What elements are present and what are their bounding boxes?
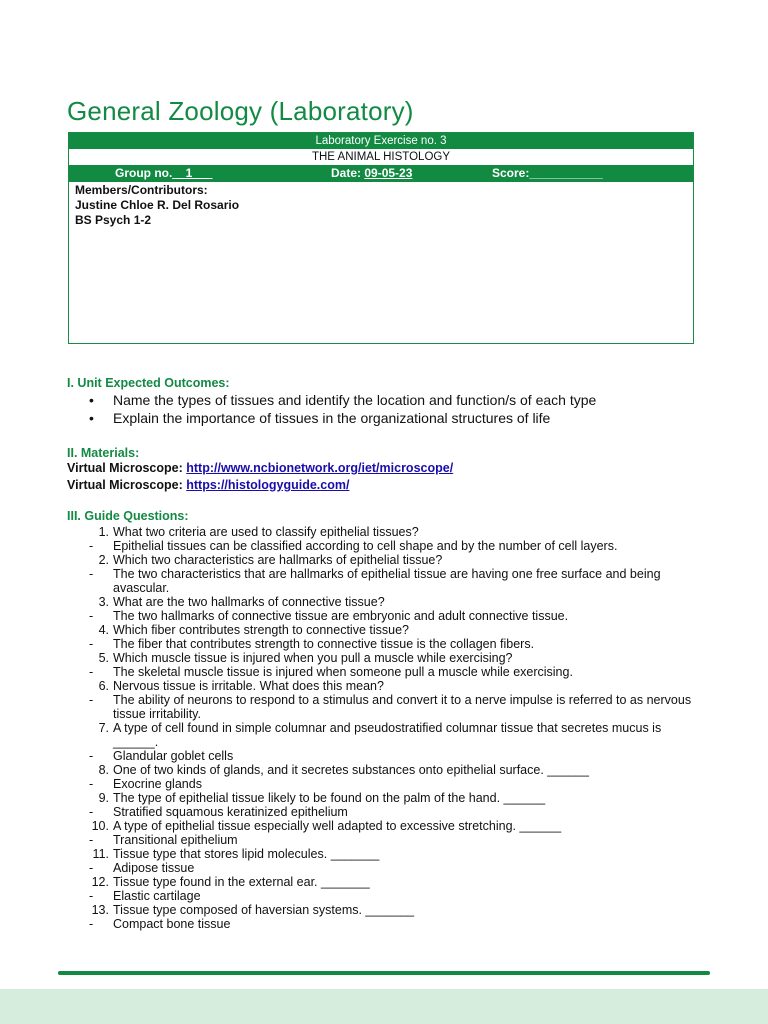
line-text: A type of cell found in simple columnar and pseudostratified columnar tissue that secretes mucus is ______. bbox=[113, 721, 662, 749]
material-item bbox=[67, 460, 707, 477]
line-text: The type of epithelial tissue likely to be found on the palm of the hand. ______ bbox=[113, 791, 546, 805]
line-text: What are the two hallmarks of connective tissue? bbox=[113, 595, 385, 609]
line-marker: 7. bbox=[98, 721, 109, 735]
questions-list bbox=[67, 525, 707, 931]
question-line bbox=[67, 721, 707, 749]
outcomes-list bbox=[67, 391, 707, 427]
line-text: Epithelial tissues can be classified according to cell shape and by the number of cell layers. bbox=[113, 539, 618, 553]
question-line bbox=[67, 847, 707, 861]
answer-line bbox=[67, 917, 707, 931]
line-text: Tissue type that stores lipid molecules. _______ bbox=[113, 847, 380, 861]
line-text: One of two kinds of glands, and it secretes substances onto epithelial surface. ______ bbox=[113, 763, 589, 777]
exercise-subtitle: THE ANIMAL HISTOLOGY bbox=[311, 151, 451, 163]
line-marker: 11. bbox=[92, 847, 109, 861]
line-text: A type of epithelial tissue especially well adapted to excessive stretching. ______ bbox=[113, 819, 562, 833]
answer-line bbox=[67, 567, 707, 595]
material-label: Virtual Microscope: bbox=[67, 461, 187, 475]
questions-section bbox=[67, 509, 707, 931]
question-line bbox=[67, 553, 707, 567]
answer-line bbox=[67, 805, 707, 819]
member-course: BS Psych 1-2 bbox=[75, 213, 152, 227]
question-line bbox=[67, 791, 707, 805]
date-label: Date: bbox=[331, 166, 365, 180]
group-value: __1___ bbox=[172, 166, 213, 180]
answer-line bbox=[67, 833, 707, 847]
group-label: Group no. bbox=[115, 166, 173, 180]
line-marker: - bbox=[89, 861, 94, 875]
line-marker: - bbox=[89, 539, 94, 553]
line-text: What two criteria are used to classify epithelial tissues? bbox=[113, 525, 419, 539]
line-marker: 9. bbox=[98, 791, 109, 805]
line-marker: - bbox=[89, 889, 94, 903]
date-field bbox=[331, 165, 412, 182]
line-marker: - bbox=[89, 805, 94, 819]
group-field bbox=[115, 165, 212, 182]
line-text: The ability of neurons to respond to a stimulus and convert it to a nerve impulse is referred to as nervous tissue irritability. bbox=[113, 693, 692, 721]
line-marker: - bbox=[89, 665, 94, 679]
question-line bbox=[67, 819, 707, 833]
line-marker: - bbox=[89, 833, 94, 847]
question-line bbox=[67, 679, 707, 693]
line-marker: 2. bbox=[98, 553, 109, 567]
line-marker: 3. bbox=[98, 595, 109, 609]
member-name: Justine Chloe R. Del Rosario bbox=[75, 198, 240, 212]
line-text: The fiber that contributes strength to connective tissue is the collagen fibers. bbox=[113, 637, 535, 651]
answer-line bbox=[67, 609, 707, 623]
line-marker: - bbox=[89, 693, 94, 707]
line-marker: - bbox=[89, 749, 94, 763]
material-link[interactable]: https://histologyguide.com/ bbox=[186, 478, 350, 492]
line-marker: - bbox=[89, 917, 94, 931]
exercise-header-box bbox=[68, 132, 694, 344]
line-marker: 8. bbox=[98, 763, 109, 777]
line-text: Glandular goblet cells bbox=[113, 749, 234, 763]
info-row bbox=[69, 165, 693, 182]
material-link[interactable]: http://www.ncbionetwork.org/iet/microscope/ bbox=[186, 461, 454, 475]
line-marker: - bbox=[89, 567, 94, 581]
footer-divider bbox=[58, 971, 710, 975]
answer-line bbox=[67, 889, 707, 903]
line-marker: - bbox=[89, 609, 94, 623]
question-line bbox=[67, 595, 707, 609]
members-label: Members/Contributors: bbox=[75, 183, 208, 197]
page-title: General Zoology (Laboratory) bbox=[67, 96, 414, 126]
answer-line bbox=[67, 861, 707, 875]
line-text: Tissue type found in the external ear. _______ bbox=[113, 875, 370, 889]
line-marker: 5. bbox=[98, 651, 109, 665]
date-value: 09-05-23 bbox=[364, 166, 413, 180]
line-marker: 6. bbox=[98, 679, 109, 693]
material-item bbox=[67, 477, 707, 494]
line-text: Transitional epithelium bbox=[113, 833, 238, 847]
line-text: Stratified squamous keratinized epithelium bbox=[113, 805, 348, 819]
answer-line bbox=[67, 777, 707, 791]
outcomes-section bbox=[67, 376, 707, 427]
question-line bbox=[67, 763, 707, 777]
answer-line bbox=[67, 539, 707, 553]
line-text: Which muscle tissue is injured when you pull a muscle while exercising? bbox=[113, 651, 513, 665]
line-text: Which two characteristics are hallmarks of epithelial tissue? bbox=[113, 553, 443, 567]
question-line bbox=[67, 525, 707, 539]
answer-line bbox=[67, 693, 707, 721]
exercise-number: Laboratory Exercise no. 3 bbox=[69, 133, 693, 149]
question-line bbox=[67, 623, 707, 637]
line-text: The two characteristics that are hallmarks of epithelial tissue are having one free surface and being avascular. bbox=[113, 567, 661, 595]
footer-band bbox=[0, 989, 768, 1024]
answer-line bbox=[67, 749, 707, 763]
line-text: Exocrine glands bbox=[113, 777, 202, 791]
line-marker: - bbox=[89, 637, 94, 651]
line-marker: 4. bbox=[98, 623, 109, 637]
line-text: Nervous tissue is irritable. What does this mean? bbox=[113, 679, 384, 693]
line-text: Which fiber contributes strength to connective tissue? bbox=[113, 623, 409, 637]
outcomes-title: I. Unit Expected Outcomes: bbox=[67, 376, 230, 390]
line-marker: 13. bbox=[91, 903, 109, 917]
materials-section bbox=[67, 446, 707, 494]
materials-title: II. Materials: bbox=[67, 446, 140, 460]
line-text: Adipose tissue bbox=[113, 861, 195, 875]
question-line bbox=[67, 903, 707, 917]
line-text: Compact bone tissue bbox=[113, 917, 231, 931]
outcome-item: • Name the types of tissues and identify the location and function/s of each type bbox=[67, 391, 707, 409]
material-label: Virtual Microscope: bbox=[67, 478, 187, 492]
question-line bbox=[67, 651, 707, 665]
score-field: Score:___________ bbox=[492, 166, 603, 180]
answer-line bbox=[67, 637, 707, 651]
question-line bbox=[67, 875, 707, 889]
line-marker: 10. bbox=[91, 819, 109, 833]
line-text: Elastic cartilage bbox=[113, 889, 201, 903]
line-text: Tissue type composed of haversian systems. _______ bbox=[113, 903, 415, 917]
line-text: The skeletal muscle tissue is injured when someone pull a muscle while exercising. bbox=[113, 665, 573, 679]
line-marker: 12. bbox=[91, 875, 109, 889]
line-marker: - bbox=[89, 777, 94, 791]
outcome-item: • Explain the importance of tissues in the organizational structures of life bbox=[67, 409, 707, 427]
questions-title: III. Guide Questions: bbox=[67, 509, 189, 523]
answer-line bbox=[67, 665, 707, 679]
members-block bbox=[69, 182, 693, 229]
line-text: The two hallmarks of connective tissue are embryonic and adult connective tissue. bbox=[113, 609, 569, 623]
line-marker: 1. bbox=[98, 525, 109, 539]
